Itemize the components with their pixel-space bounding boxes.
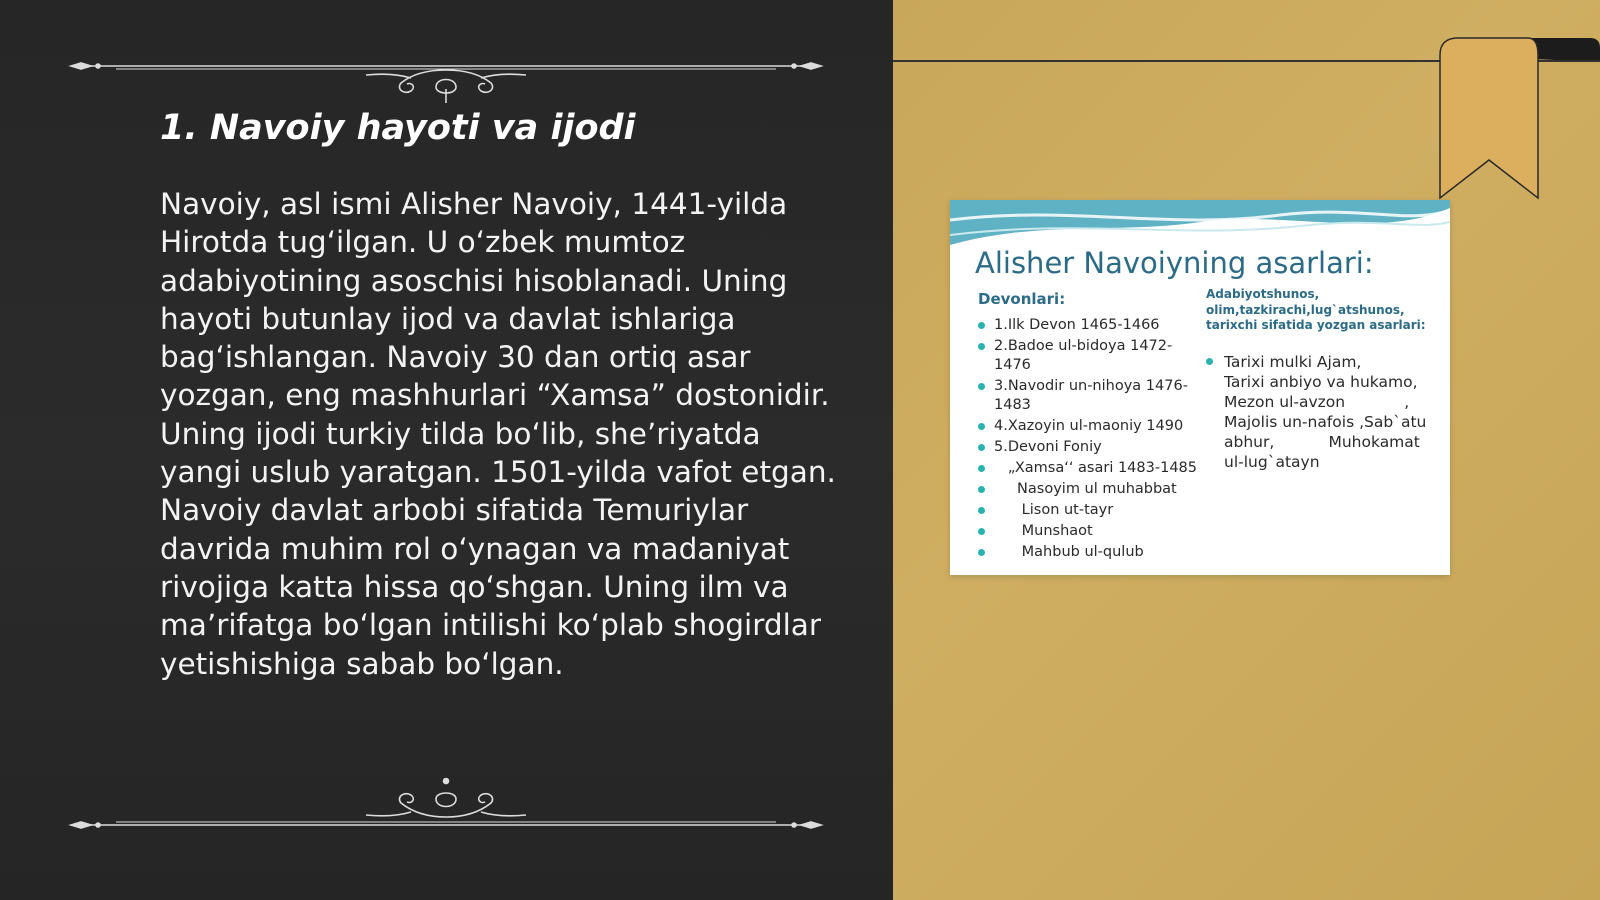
list-item xyxy=(978,501,1198,520)
list-item xyxy=(1206,352,1431,472)
list-item-text: 5.Devoni Foniy xyxy=(994,439,1102,455)
bullet-icon xyxy=(978,423,985,430)
works-list xyxy=(1206,352,1431,472)
list-item-text: Nasoyim ul muhabbat xyxy=(994,481,1177,497)
slide-title: 1. Navoiy hayoti va ijodi xyxy=(160,108,636,148)
ornamental-divider-bottom xyxy=(66,775,826,835)
bullet-icon xyxy=(978,486,985,493)
list-item-text: 3.Navodir un-nihoya 1476-1483 xyxy=(994,378,1188,413)
list-item-text: 2.Badoe ul-bidoya 1472-1476 xyxy=(994,338,1173,373)
works-heading: Adabiyotshunos, olim,tazkirachi,lug`atshunos, tarixchi sifatida yozgan asarlari: xyxy=(1206,287,1426,332)
works-column xyxy=(1206,287,1431,474)
bullet-icon xyxy=(978,507,985,514)
bullet-icon xyxy=(978,322,985,329)
list-item xyxy=(978,522,1198,541)
works-image-card xyxy=(950,200,1450,575)
list-item-text: Lison ut-tayr xyxy=(994,502,1114,518)
devon-column xyxy=(978,290,1198,564)
bullet-icon xyxy=(978,549,985,556)
list-item xyxy=(978,316,1198,335)
list-item xyxy=(978,438,1198,457)
list-item xyxy=(978,417,1198,436)
bullet-icon xyxy=(978,465,985,472)
bookmark-ribbon-icon xyxy=(1430,30,1600,205)
list-item-text: Tarixi mulki Ajam, Tarixi anbiyo va hukamo, Mezon ul-avzon , Majolis un-nafois ,Sab`atu abhur, Muhokamat ul-lug`atayn xyxy=(1224,352,1432,471)
devon-heading: Devonlari: xyxy=(978,290,1066,308)
bullet-icon xyxy=(978,444,985,451)
slide-body-text: Navoiy, asl ismi Alisher Navoiy, 1441-yilda Hirotda tugʻilgan. U oʻzbek mumtoz adabiyotining asoschisi hisoblanadi. Uning hayoti butunlay ijod va davlat ishlariga bagʻishlangan. Navoiy 30 dan ortiq asar yozgan, eng mashhurlari “Xamsa” dostonidir. Uning ijodi turkiy tilda boʻlib, sheʼriyatda yangi uslub yaratgan. 1501-yilda vafot etgan. Navoiy davlat arbobi sifatida Temuriylar davrida muhim rol oʻynagan va madaniyat rivojiga katta hissa qoʻshgan. Uning ilm va maʼrifatga boʻlgan intilishi koʻplab shogirdlar yetishishiga sabab boʻlgan. xyxy=(160,187,836,681)
bullet-icon xyxy=(978,528,985,535)
devon-list xyxy=(978,316,1198,562)
list-item-text: Mahbub ul-qulub xyxy=(994,544,1144,560)
list-item xyxy=(978,337,1198,375)
list-item xyxy=(978,377,1198,415)
bullet-icon xyxy=(978,343,985,350)
list-item-text: 4.Xazoyin ul-maoniy 1490 xyxy=(994,418,1184,434)
list-item xyxy=(978,543,1198,562)
list-item-text: 1.Ilk Devon 1465-1466 xyxy=(994,317,1160,333)
list-item-text: „Xamsa‘‘ asari 1483-1485 xyxy=(994,460,1197,476)
bullet-icon xyxy=(1206,358,1213,365)
ornamental-divider-top xyxy=(66,45,826,105)
list-item-text: Munshaot xyxy=(994,523,1093,539)
list-item xyxy=(978,459,1198,478)
card-title: Alisher Navoiyning asarlari: xyxy=(975,246,1374,280)
list-item xyxy=(978,480,1198,499)
bullet-icon xyxy=(978,383,985,390)
